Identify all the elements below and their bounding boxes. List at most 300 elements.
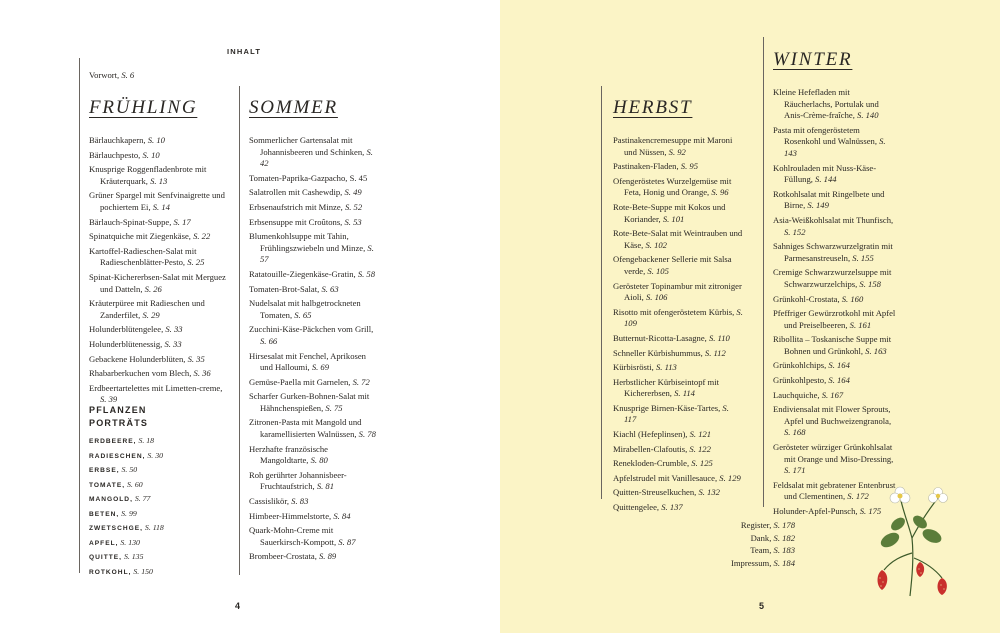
pflanzen-entry[interactable] (89, 449, 164, 464)
toc-entry-title: Rhabarberkuchen vom Blech, (89, 368, 192, 379)
toc-entry[interactable] (773, 189, 898, 212)
toc-entry[interactable] (773, 125, 898, 160)
toc-entry-text (773, 241, 898, 264)
toc-entry-page: S. 112 (704, 347, 726, 358)
toc-entry[interactable] (89, 231, 229, 243)
toc-entry-text (773, 215, 898, 238)
pflanzen-entry-name: ZWETSCHGE, (89, 525, 143, 532)
toc-entry-text (249, 135, 377, 170)
toc-entry[interactable] (773, 390, 898, 402)
toc-entry[interactable] (613, 161, 743, 173)
toc-entry-text (773, 334, 898, 357)
toc-heading: INHALT (227, 47, 262, 56)
toc-entry-title: Gerösteter Topinambur mit zitroniger Aioli, (613, 280, 742, 303)
toc-entry[interactable] (89, 190, 229, 213)
toc-entry[interactable] (613, 176, 743, 199)
toc-entry[interactable] (89, 217, 229, 229)
toc-entry[interactable] (249, 324, 377, 347)
toc-entry[interactable] (613, 362, 743, 374)
toc-entry[interactable] (773, 375, 898, 387)
toc-entry-text (89, 354, 229, 366)
toc-entry-title: Pfeffriger Gewürzrotkohl mit Apfel und Preiselbeeren, (773, 308, 896, 330)
toc-entry[interactable] (249, 377, 377, 389)
toc-entry-page: S. 66 (260, 335, 278, 346)
toc-entry-title: Cremige Schwarzwurzelsuppe mit Schwarzwurzelchips, (773, 267, 892, 289)
toc-entry[interactable] (249, 551, 377, 563)
toc-entry-text (613, 473, 743, 485)
toc-entry[interactable] (249, 217, 377, 229)
toc-entry-text (773, 442, 898, 477)
toc-entry-page: S. 110 (708, 332, 730, 343)
toc-entry-text (89, 150, 229, 162)
toc-entry-title: Blumenkohlsuppe mit Tahin, Frühlingszwiebeln und Minze, (249, 231, 366, 253)
toc-entry-page: S. 29 (142, 309, 160, 320)
toc-entry-text (613, 458, 743, 470)
toc-entry-page: S. 36 (193, 368, 211, 379)
pflanzen-entry[interactable] (89, 521, 164, 536)
toc-entry-title: Kiachl (Hefeplinsen), (613, 429, 688, 440)
toc-entry-page: S. 53 (344, 216, 362, 227)
toc-entry-title: Mirabellen-Clafoutis, (613, 443, 688, 454)
pflanzen-entry-page: S. 150 (133, 566, 153, 576)
toc-entry-text (613, 348, 743, 360)
toc-entry-text (89, 217, 229, 229)
toc-entry-title: Kräuterpüree mit Radieschen und Zanderfilet, (89, 298, 205, 320)
toc-entry[interactable] (89, 164, 229, 187)
pflanzen-entry-name: MANGOLD, (89, 496, 133, 503)
toc-entry-title: Grüner Spargel mit Senfvinaigrette und pochiertem Ei, (89, 190, 225, 212)
toc-entry-page: S. 17 (173, 216, 191, 227)
fruehling-list (89, 135, 229, 409)
toc-entry-text (249, 470, 377, 493)
toc-entry-text (249, 202, 377, 214)
toc-entry[interactable] (249, 173, 377, 185)
toc-entry-page: S. 89 (319, 551, 337, 562)
toc-entry-page: S. 182 (773, 532, 795, 543)
toc-entry[interactable] (89, 135, 229, 147)
toc-entry-page: S. 167 (821, 389, 844, 400)
herbst-list (613, 135, 743, 517)
toc-entry-text (773, 267, 898, 290)
season-title-winter: WINTER (773, 49, 853, 70)
toc-entry-page: S. 129 (719, 472, 741, 483)
pflanzen-entry-name: RADIESCHEN, (89, 452, 146, 460)
toc-entry-title: Ofengebackener Sellerie mit Salsa verde, (613, 254, 732, 276)
toc-entry-page: S. 49 (344, 187, 362, 198)
pflanzen-entry-page: S. 50 (121, 465, 138, 474)
pflanzen-entry[interactable] (89, 463, 164, 478)
toc-entry[interactable] (613, 348, 743, 360)
toc-entry[interactable] (89, 272, 229, 295)
toc-entry[interactable] (249, 351, 377, 374)
toc-entry[interactable] (613, 281, 743, 304)
toc-entry-page: S. 121 (689, 429, 712, 440)
pflanzen-entry[interactable] (89, 507, 164, 522)
toc-entry-title: Nudelsalat mit halbgetrockneten Tomaten, (249, 298, 361, 320)
toc-entry-text (89, 383, 229, 406)
toc-entry-page: S. 132 (698, 487, 720, 498)
toc-entry[interactable] (773, 294, 898, 306)
toc-entry-text (89, 246, 229, 269)
toc-entry-page: S. 52 (344, 201, 363, 212)
toc-entry-page: S. 101 (662, 213, 685, 224)
toc-entry[interactable] (249, 496, 377, 508)
toc-entry[interactable] (773, 334, 898, 357)
toc-entry-text (89, 324, 229, 336)
toc-entry-title: Kleine Hefefladen mit Räucherlachs, Portulak und Anis-Crème-fraîche, (773, 87, 879, 121)
toc-entry[interactable] (695, 545, 795, 557)
toc-entry-title: Zitronen-Pasta mit Mangold und karamellisierten Walnüssen, (249, 417, 362, 440)
pflanzen-entry-page: S. 99 (121, 508, 137, 518)
toc-entry-title: Erbsensuppe mit Croûtons, (249, 216, 343, 227)
toc-entry[interactable] (773, 267, 898, 290)
pflanzen-title-line2: PORTRÄTS (89, 417, 149, 428)
column-rule-herbst (601, 86, 602, 499)
toc-entry-text (249, 417, 377, 440)
toc-entry-page: S. 171 (784, 465, 806, 476)
toc-entry-text (249, 551, 377, 563)
toc-entry-page: S. 25 (187, 257, 205, 268)
toc-entry-text (613, 161, 743, 173)
toc-entry-page: S. 14 (152, 201, 170, 212)
toc-entry-page: S. 92 (668, 146, 686, 157)
pflanzen-entry-page: S. 77 (134, 494, 151, 503)
toc-entry[interactable] (249, 470, 377, 493)
pflanzen-entry[interactable] (89, 492, 164, 507)
toc-entry-text (249, 298, 377, 321)
toc-entry[interactable] (613, 458, 743, 470)
toc-entry-text (89, 339, 229, 351)
toc-entry-page: S. 168 (784, 427, 806, 438)
toc-entry-page: S. 35 (187, 353, 205, 364)
toc-entry-title: Gemüse-Paella mit Garnelen, (249, 376, 351, 387)
toc-entry-title: Brombeer-Crostata, (249, 551, 317, 562)
toc-entry[interactable] (613, 487, 743, 499)
toc-entry-page: S. 155 (852, 252, 874, 263)
toc-entry-text (613, 377, 743, 400)
toc-entry-title: Butternut-Ricotta-Lasagne, (613, 332, 707, 343)
toc-entry[interactable] (695, 558, 795, 570)
toc-entry-text (613, 444, 743, 456)
toc-entry-title: Spinat-Kichererbsen-Salat mit Merguez und Datteln, (89, 271, 226, 294)
toc-entry-title: Herzhafte französische Mangoldtarte, (249, 443, 328, 466)
toc-entry-title: Pasta mit ofengeröstetem Rosenkohl und Walnüssen, (773, 124, 877, 147)
pflanzen-entry[interactable] (89, 478, 164, 493)
toc-entry-title: Roh gerührter Johannisbeer-Fruchtaufstrich, (249, 469, 347, 492)
toc-entry-page: S. 39 (100, 394, 118, 405)
toc-entry-title: Grünkohlchips, (773, 360, 827, 371)
toc-entry[interactable] (613, 307, 743, 330)
toc-entry[interactable] (695, 533, 795, 545)
toc-entry-title: Grünkohl-Crostata, (773, 293, 840, 304)
toc-entry-title: Erbsenaufstrich mit Minze, (249, 201, 343, 212)
toc-entry[interactable] (613, 444, 743, 456)
toc-entry[interactable] (89, 339, 229, 351)
toc-entry-page: S. 13 (150, 175, 168, 186)
toc-entry-page: S. 175 (859, 506, 882, 516)
toc-entry-page: S. 122 (689, 443, 711, 454)
toc-entry-title: Team, (750, 545, 772, 556)
toc-entry-text (249, 217, 377, 229)
vorwort-title: Vorwort, (89, 70, 120, 80)
toc-entry-text (613, 487, 743, 499)
toc-entry-text (613, 176, 743, 199)
toc-entry[interactable] (249, 391, 377, 414)
toc-entry-page: S. 26 (144, 283, 162, 294)
toc-entry-page: S. 144 (815, 174, 837, 185)
toc-entry-title: Asia-Weißkohlsalat mit Thunfisch, (773, 214, 894, 225)
toc-entry-title: Himbeer-Himmelstorte, (249, 510, 332, 521)
toc-entry[interactable] (773, 87, 898, 122)
toc-entry-title: Kürbisrösti, (613, 362, 654, 373)
toc-entry-text (773, 360, 898, 372)
pflanzen-entry[interactable] (89, 536, 164, 551)
toc-entry-title: Gerösteter würziger Grünkohlsalat mit Orange und Miso-Dressing, (773, 442, 894, 464)
toc-entry-text (613, 502, 743, 514)
pflanzen-entry-page: S. 60 (127, 479, 143, 489)
toc-entry[interactable] (249, 511, 377, 523)
toc-entry-page: S. 184 (773, 557, 795, 568)
toc-entry-page: S. 83 (291, 496, 309, 507)
toc-entry-title: Gebackene Holunderblüten, (89, 353, 186, 364)
toc-entry-text (89, 190, 229, 213)
toc-entry-text (613, 403, 743, 426)
pflanzen-entry-name: ERDBEERE, (89, 438, 137, 445)
strawberry-plant-illustration (859, 478, 962, 598)
toc-entry-text (773, 87, 898, 122)
toc-entry-title: Endiviensalat mit Flower Sprouts, Apfel und Buchweizengranola, (773, 404, 892, 426)
toc-entry-text (613, 202, 743, 225)
toc-entry[interactable] (613, 429, 743, 441)
toc-entry-text (89, 164, 229, 187)
toc-entry-page: S. 152 (784, 226, 806, 237)
toc-entry-title: Rote-Bete-Suppe mit Kokos und Koriander, (613, 201, 726, 224)
toc-entry-title: Quitten-Streuselkuchen, (613, 487, 697, 498)
toc-entry-title: Bärlauch-Spinat-Suppe, (89, 216, 172, 227)
toc-entry-page: S. 149 (807, 200, 829, 211)
toc-entry[interactable] (89, 368, 229, 380)
toc-entry-text (613, 254, 743, 277)
toc-entry-page: S. 102 (645, 239, 667, 250)
toc-entry-page: S. 96 (711, 187, 729, 198)
toc-entry[interactable] (89, 150, 229, 162)
toc-entry-page: S. 33 (164, 338, 182, 349)
toc-entry[interactable] (249, 444, 377, 467)
right-page (500, 0, 1000, 633)
toc-entry-title: Bärlauchkapern, (89, 135, 146, 145)
toc-entry[interactable] (773, 360, 898, 372)
toc-entry-text (613, 362, 743, 374)
toc-entry-text (249, 324, 377, 347)
toc-entry-title: Pastinaken-Fladen, (613, 161, 679, 172)
toc-entry-title: Quark-Mohn-Creme mit Sauerkirsch-Kompott, (249, 525, 337, 547)
toc-entry-page: S. 164 (828, 375, 850, 386)
toc-entry-title: Spinatquiche mit Ziegenkäse, (89, 231, 191, 242)
toc-entry-text (89, 368, 229, 380)
toc-entry-text (249, 391, 377, 414)
toc-entry[interactable] (773, 163, 898, 186)
toc-entry-page: S. 10 (142, 149, 160, 160)
toc-entry-page: S. 69 (311, 362, 329, 373)
toc-entry-title: Knusprige Roggenfladenbrote mit Kräuterquark, (89, 164, 207, 186)
toc-entry[interactable] (249, 269, 377, 281)
toc-entry-text (89, 135, 229, 147)
toc-entry[interactable] (773, 241, 898, 264)
toc-entry-title: Holunder-Apfel-Punsch, (773, 506, 858, 516)
toc-entry-page: S. 106 (645, 292, 668, 303)
toc-entry-title: Salatrollen mit Cashewdip, (249, 187, 343, 198)
toc-entry[interactable] (773, 404, 898, 439)
toc-entry-title: Schneller Kürbishummus, (613, 347, 703, 358)
toc-entry-title: Rotkohlsalat mit Ringelbete und Birne, (773, 188, 885, 211)
toc-entry[interactable] (613, 202, 743, 225)
toc-entry-title: Holunderblütengelee, (89, 324, 164, 335)
toc-entry[interactable] (695, 520, 795, 532)
toc-entry[interactable] (249, 284, 377, 296)
toc-entry[interactable] (249, 417, 377, 440)
toc-entry[interactable] (249, 202, 377, 214)
page-number-left: 4 (235, 601, 241, 611)
pflanzen-title (89, 404, 148, 429)
toc-entry-title: Rote-Bete-Salat mit Weintrauben und Käse, (613, 228, 743, 250)
toc-entry[interactable] (613, 377, 743, 400)
toc-entry-page: S. 42 (260, 146, 373, 169)
toc-entry-page: S. 81 (316, 481, 334, 492)
toc-entry-title: Register, (740, 520, 772, 530)
toc-entry-text (773, 308, 898, 331)
toc-entry-page: S. 65 (294, 309, 312, 320)
toc-entry[interactable] (249, 187, 377, 199)
toc-entry-page: S. 172 (847, 491, 869, 502)
pflanzen-entry[interactable] (89, 550, 164, 565)
toc-entry[interactable] (89, 354, 229, 366)
toc-entry-page: S. 183 (773, 545, 795, 556)
toc-entry[interactable] (249, 231, 377, 266)
toc-entry-text (695, 545, 795, 557)
toc-entry-page: S. 114 (674, 388, 695, 399)
toc-entry[interactable] (613, 135, 743, 158)
toc-entry-page: S. 87 (338, 536, 356, 547)
toc-entry-page: S. 84 (333, 510, 351, 521)
toc-entry-page: S. 160 (841, 293, 864, 304)
toc-entry[interactable] (613, 502, 743, 514)
toc-entry-title: Lauchquiche, (773, 389, 820, 400)
toc-entry-title: Ofengeröstetes Wurzelgemüse mit Feta, Honig und Orange, (613, 175, 732, 198)
toc-entry-title: Sommerlicher Gartensalat mit Johannisbeeren und Schinken, (249, 135, 365, 157)
toc-entry-title: Impressum, (731, 557, 772, 568)
toc-entry-page: S. 10 (147, 135, 165, 145)
toc-entry-text (249, 351, 377, 374)
season-title-sommer: SOMMER (249, 97, 338, 118)
toc-entry-text (249, 187, 377, 199)
toc-entry-page: S. 75 (325, 402, 343, 413)
toc-entry-page: S. 95 (680, 161, 698, 172)
toc-entry-page: S. 163 (865, 345, 887, 356)
pflanzen-list (89, 434, 164, 579)
toc-entry-text (773, 375, 898, 387)
toc-entry-title: Dank, (750, 532, 772, 543)
vorwort-entry (89, 70, 134, 82)
toc-entry[interactable] (773, 215, 898, 238)
toc-entry-text (89, 272, 229, 295)
toc-entry[interactable] (773, 308, 898, 331)
toc-entry-page: S. 143 (784, 136, 886, 158)
toc-entry-page: S. 125 (691, 458, 713, 469)
toc-entry[interactable] (613, 403, 743, 426)
toc-entry-text (89, 231, 229, 243)
toc-entry-text (249, 525, 377, 548)
toc-entry-title: Hirsesalat mit Fenchel, Aprikosen und Halloumi, (249, 350, 366, 373)
toc-entry-title: Cassislikör, (249, 496, 290, 507)
toc-entry[interactable] (89, 298, 229, 321)
toc-entry-page: S. 178 (773, 520, 795, 530)
winter-list (773, 87, 898, 521)
column-rule-winter (763, 37, 764, 507)
pflanzen-entry-name: TOMATE, (89, 481, 126, 489)
toc-entry-text (249, 511, 377, 523)
toc-entry[interactable] (613, 473, 743, 485)
toc-entry-title: Erdbeertartelettes mit Limetten-creme, (89, 382, 223, 393)
toc-entry[interactable] (249, 525, 377, 548)
pflanzen-entry-name: ROTKOHL, (89, 568, 132, 576)
toc-entry-text (249, 269, 377, 281)
sommer-list (249, 135, 377, 566)
toc-entry-text (613, 228, 743, 251)
pflanzen-entry-page: S. 18 (138, 436, 155, 445)
toc-entry-page: S. 158 (859, 278, 881, 289)
toc-entry[interactable] (89, 246, 229, 269)
pflanzen-entry-page: S. 135 (123, 552, 144, 561)
toc-entry-text (613, 135, 743, 158)
pflanzen-entry[interactable] (89, 565, 164, 580)
pflanzen-title-line1: PFLANZEN (89, 405, 147, 415)
toc-entry-page: S. 22 (193, 231, 211, 242)
toc-entry-title: Kohlrouladen mit Nuss-Käse-Füllung, (773, 162, 877, 185)
toc-entry-text (89, 298, 229, 321)
toc-entry-title: Ratatouille-Ziegenkäse-Gratin, (249, 268, 356, 279)
vorwort-page: S. 6 (121, 70, 135, 80)
toc-entry[interactable] (249, 298, 377, 321)
toc-entry-text (695, 558, 795, 570)
toc-entry-title: Tomaten-Paprika-Gazpacho, S. 45 (249, 172, 368, 183)
toc-entry[interactable] (89, 324, 229, 336)
toc-entry[interactable] (613, 228, 743, 251)
toc-entry-page: S. 78 (358, 429, 376, 440)
toc-entry-page: S. 63 (321, 283, 339, 294)
toc-entry-text (695, 533, 795, 545)
toc-entry-text (695, 520, 795, 532)
pflanzen-entry-page: S. 118 (144, 523, 164, 532)
toc-entry-title: Feldsalat mit gebratener Entenbrust und Clementinen, (773, 479, 896, 502)
toc-entry-text (613, 429, 743, 441)
toc-entry[interactable] (89, 383, 229, 406)
toc-entry-title: Apfelstrudel mit Vanillesauce, (613, 472, 718, 483)
toc-entry-page: S. 109 (624, 306, 743, 329)
toc-entry[interactable] (249, 135, 377, 170)
toc-entry-text (249, 496, 377, 508)
toc-entry-title: Scharfer Gurken-Bohnen-Salat mit Hähnchenspießen, (249, 391, 370, 413)
toc-entry[interactable] (613, 333, 743, 345)
toc-entry-page: S. 164 (828, 360, 850, 371)
season-title-herbst: HERBST (613, 97, 693, 118)
pflanzen-entry[interactable] (89, 434, 164, 449)
toc-entry-text (773, 294, 898, 306)
toc-entry-text (249, 284, 377, 296)
toc-entry[interactable] (773, 442, 898, 477)
pflanzen-entry-name: ERBSE, (89, 467, 120, 474)
toc-entry[interactable] (613, 254, 743, 277)
toc-entry-title: Holunderblütenessig, (89, 338, 163, 349)
